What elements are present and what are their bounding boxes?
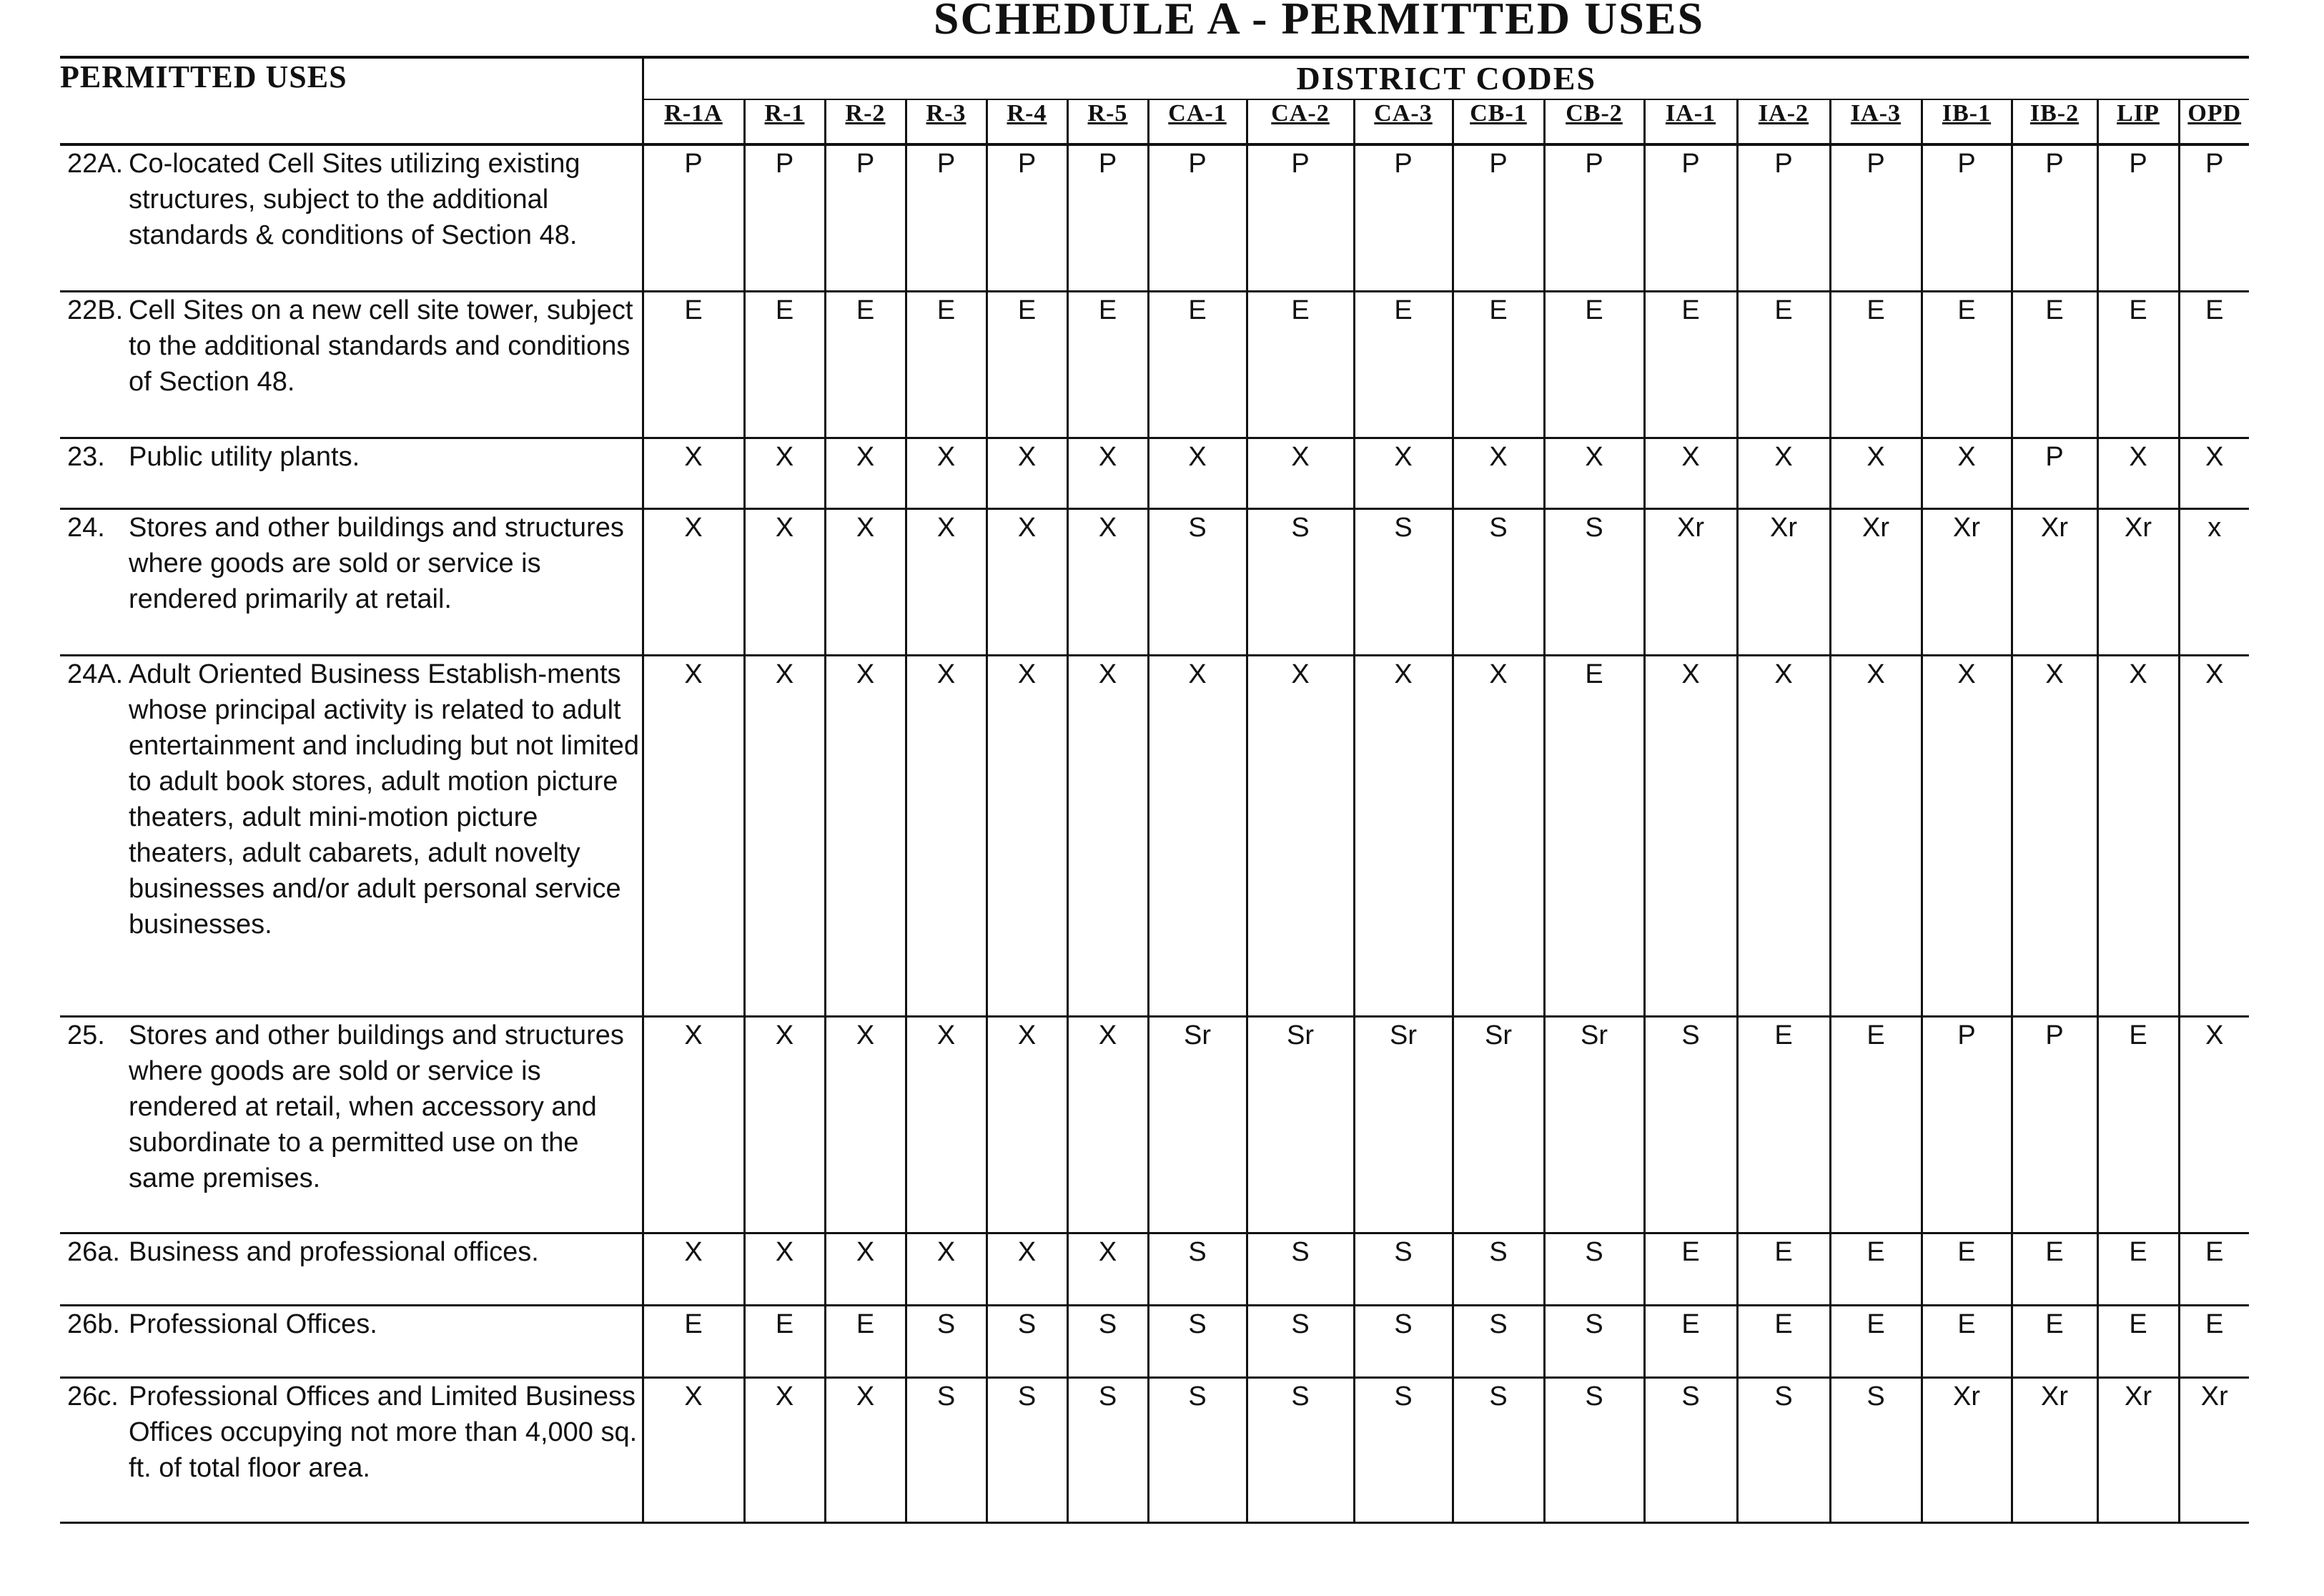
district-code: CB-2 (1544, 99, 1644, 144)
district-value-cell: E (2097, 1233, 2179, 1306)
use-description: Public utility plants. (129, 442, 360, 472)
district-value-cell: P (2012, 144, 2097, 292)
table-row (60, 1233, 2249, 1306)
table-row (60, 438, 2249, 509)
district-value-cell: x (2179, 509, 2249, 656)
district-value-cell: Xr (2012, 1378, 2097, 1523)
district-value-cell: E (1830, 1017, 1922, 1233)
district-value-cell: X (2012, 656, 2097, 1017)
district-value-cell: E (2012, 1306, 2097, 1378)
district-value-cell: Xr (1830, 509, 1922, 656)
district-value-cell: E (643, 1306, 744, 1378)
district-value-cell: X (744, 438, 825, 509)
district-value-cell: E (1737, 1233, 1830, 1306)
district-value-cell: S (1067, 1378, 1148, 1523)
district-value-cell: X (825, 509, 906, 656)
district-value-cell: X (2179, 656, 2249, 1017)
district-value-cell: X (744, 1233, 825, 1306)
district-value-cell: X (643, 509, 744, 656)
district-value-cell: E (825, 1306, 906, 1378)
district-value-cell: S (1247, 1378, 1354, 1523)
use-number: 26c. (67, 1381, 119, 1412)
district-value-cell: E (1544, 656, 1644, 1017)
district-code: OPD (2179, 99, 2249, 144)
district-value-cell: S (1354, 509, 1453, 656)
use-description: Co-located Cell Sites utilizing existing structures, subject to the additional standards & conditions of Section 48. (129, 149, 580, 250)
permitted-use-cell (60, 144, 643, 292)
district-value-cell: X (825, 1017, 906, 1233)
district-value-cell: E (1922, 292, 2012, 438)
use-number: 26b. (67, 1309, 120, 1339)
district-value-cell: X (2097, 438, 2179, 509)
permitted-use-cell (60, 438, 643, 509)
district-value-cell: X (1453, 438, 1544, 509)
district-value-cell: X (643, 438, 744, 509)
district-value-cell: X (643, 1378, 744, 1523)
district-value-cell: P (744, 144, 825, 292)
district-value-cell: X (825, 656, 906, 1017)
district-value-cell: Xr (1922, 509, 2012, 656)
district-value-cell: P (1922, 144, 2012, 292)
district-value-cell: S (1544, 509, 1644, 656)
district-value-cell: S (987, 1306, 1067, 1378)
use-description: Professional Offices. (129, 1309, 377, 1339)
district-value-cell: P (2012, 1017, 2097, 1233)
use-description: Stores and other buildings and structures where goods are sold or service is rendered at retail, when accessory and subordinate to a permitted use on the same premises. (129, 1020, 624, 1193)
district-value-cell: P (643, 144, 744, 292)
district-value-cell: X (987, 1233, 1067, 1306)
district-value-cell: E (2097, 292, 2179, 438)
district-value-cell: S (1453, 1306, 1544, 1378)
table-row (60, 509, 2249, 656)
district-value-cell: X (2179, 438, 2249, 509)
permitted-use-cell (60, 656, 643, 1017)
district-value-cell: X (1067, 656, 1148, 1017)
district-value-cell: E (1922, 1306, 2012, 1378)
district-value-cell: Xr (1644, 509, 1737, 656)
page-title: SCHEDULE A - PERMITTED USES (933, 0, 1705, 44)
district-value-cell: P (1148, 144, 1247, 292)
district-value-cell: Xr (1922, 1378, 2012, 1523)
district-value-cell: Sr (1544, 1017, 1644, 1233)
use-number: 22A. (67, 149, 124, 179)
district-code: IA-1 (1644, 99, 1737, 144)
district-value-cell: E (1830, 1306, 1922, 1378)
district-code: IB-2 (2012, 99, 2097, 144)
district-value-cell: X (1354, 656, 1453, 1017)
district-value-cell: S (1544, 1306, 1644, 1378)
use-description: Business and professional offices. (129, 1237, 539, 1267)
use-number: 26a. (67, 1237, 120, 1267)
district-value-cell: X (1830, 438, 1922, 509)
permitted-use-cell (60, 1017, 643, 1233)
district-code: CA-3 (1354, 99, 1453, 144)
table-row (60, 656, 2249, 1017)
district-value-cell: E (1067, 292, 1148, 438)
district-value-cell: X (1247, 656, 1354, 1017)
district-code: R-2 (825, 99, 906, 144)
district-value-cell: S (1247, 1233, 1354, 1306)
district-value-cell: Sr (1247, 1017, 1354, 1233)
district-value-cell: X (1644, 656, 1737, 1017)
district-value-cell: X (744, 656, 825, 1017)
district-value-cell: X (643, 656, 744, 1017)
use-number: 23. (67, 442, 105, 472)
district-value-cell: S (906, 1378, 987, 1523)
district-value-cell: S (1737, 1378, 1830, 1523)
district-value-cell: X (987, 1017, 1067, 1233)
district-code: LIP (2097, 99, 2179, 144)
district-value-cell: S (1830, 1378, 1922, 1523)
district-value-cell: X (1354, 438, 1453, 509)
district-value-cell: X (906, 1233, 987, 1306)
district-value-cell: E (744, 1306, 825, 1378)
district-value-cell: E (1830, 1233, 1922, 1306)
district-value-cell: E (1247, 292, 1354, 438)
use-description: Cell Sites on a new cell site tower, subject to the additional standards and conditions of Section 48. (129, 295, 633, 397)
district-value-cell: P (1737, 144, 1830, 292)
district-value-cell: S (1644, 1378, 1737, 1523)
table-row (60, 1017, 2249, 1233)
district-value-cell: S (1247, 1306, 1354, 1378)
district-value-cell: X (1922, 438, 2012, 509)
district-value-cell: S (1148, 509, 1247, 656)
district-value-cell: E (744, 292, 825, 438)
use-description: Professional Offices and Limited Business Offices occupying not more than 4,000 sq. ft. of total floor area. (129, 1381, 638, 1483)
district-value-cell: X (643, 1233, 744, 1306)
district-value-cell: X (987, 509, 1067, 656)
district-value-cell: S (1148, 1378, 1247, 1523)
district-value-cell: X (2097, 656, 2179, 1017)
district-value-cell: P (825, 144, 906, 292)
district-value-cell: E (906, 292, 987, 438)
district-value-cell: E (2012, 1233, 2097, 1306)
district-value-cell: S (1354, 1306, 1453, 1378)
district-code: R-3 (906, 99, 987, 144)
district-value-cell: X (2179, 1017, 2249, 1233)
district-value-cell: X (1148, 656, 1247, 1017)
use-number: 24A. (67, 659, 124, 689)
district-value-cell: X (744, 1017, 825, 1233)
district-value-cell: P (1247, 144, 1354, 292)
district-value-cell: S (1067, 1306, 1148, 1378)
district-value-cell: S (1247, 509, 1354, 656)
district-value-cell: E (1148, 292, 1247, 438)
district-value-cell: S (1148, 1306, 1247, 1378)
district-code: R-4 (987, 99, 1067, 144)
permitted-use-cell (60, 292, 643, 438)
district-value-cell: E (1737, 292, 1830, 438)
district-value-cell: S (987, 1378, 1067, 1523)
district-value-cell: S (1453, 509, 1544, 656)
district-value-cell: S (906, 1306, 987, 1378)
district-value-cell: S (1148, 1233, 1247, 1306)
district-value-cell: E (2097, 1017, 2179, 1233)
district-value-cell: E (1644, 1233, 1737, 1306)
district-value-cell: E (1354, 292, 1453, 438)
district-value-cell: P (1544, 144, 1644, 292)
district-value-cell: P (1830, 144, 1922, 292)
district-value-cell: E (1453, 292, 1544, 438)
district-value-cell: X (1453, 656, 1544, 1017)
district-value-cell: S (1453, 1233, 1544, 1306)
district-value-cell: E (2097, 1306, 2179, 1378)
district-value-cell: S (1544, 1233, 1644, 1306)
use-description: Adult Oriented Business Establish-ments whose principal activity is related to adult entertainment and including but not limited to adult book stores, adult motion picture theaters, adult mini-motion picture theaters, adult cabarets, adult novelty businesses and/or adult personal service businesses. (129, 659, 640, 940)
district-value-cell: Xr (2097, 509, 2179, 656)
district-value-cell: E (1737, 1017, 1830, 1233)
district-value-cell: S (1354, 1233, 1453, 1306)
district-code: CB-1 (1453, 99, 1544, 144)
district-value-cell: E (1922, 1233, 2012, 1306)
permitted-uses-table (60, 56, 2249, 1524)
district-value-cell: Sr (1453, 1017, 1544, 1233)
district-value-cell: X (1067, 438, 1148, 509)
use-number: 24. (67, 513, 105, 543)
district-value-cell: S (1544, 1378, 1644, 1523)
district-value-cell: E (1644, 1306, 1737, 1378)
district-code: R-1A (643, 99, 744, 144)
district-value-cell: E (1830, 292, 1922, 438)
district-value-cell: X (987, 438, 1067, 509)
district-value-cell: E (1644, 292, 1737, 438)
district-code: IA-2 (1737, 99, 1830, 144)
district-value-cell: X (1067, 1233, 1148, 1306)
district-value-cell: P (2012, 438, 2097, 509)
district-code: R-5 (1067, 99, 1148, 144)
permitted-use-cell (60, 1378, 643, 1523)
district-code: IB-1 (1922, 99, 2012, 144)
district-value-cell: E (2179, 1233, 2249, 1306)
district-value-cell: X (825, 1378, 906, 1523)
district-value-cell: P (1644, 144, 1737, 292)
district-value-cell: P (1067, 144, 1148, 292)
district-value-cell: S (1354, 1378, 1453, 1523)
district-value-cell: Xr (2097, 1378, 2179, 1523)
table-row (60, 1378, 2249, 1523)
district-value-cell: X (1644, 438, 1737, 509)
district-value-cell: X (1544, 438, 1644, 509)
district-value-cell: Sr (1148, 1017, 1247, 1233)
district-value-cell: S (1453, 1378, 1544, 1523)
district-value-cell: X (906, 656, 987, 1017)
district-value-cell: Xr (2012, 509, 2097, 656)
district-value-cell: Sr (1354, 1017, 1453, 1233)
district-value-cell: P (1453, 144, 1544, 292)
district-value-cell: X (825, 1233, 906, 1306)
district-value-cell: P (2179, 144, 2249, 292)
district-value-cell: X (906, 438, 987, 509)
permitted-use-cell (60, 1306, 643, 1378)
use-number: 25. (67, 1020, 105, 1050)
permitted-use-cell (60, 1233, 643, 1306)
district-codes-header: DISTRICT CODES (643, 57, 2249, 99)
district-value-cell: X (1067, 1017, 1148, 1233)
table-row (60, 144, 2249, 292)
district-value-cell: X (643, 1017, 744, 1233)
district-value-cell: Xr (1737, 509, 1830, 656)
district-value-cell: S (1644, 1017, 1737, 1233)
district-value-cell: E (825, 292, 906, 438)
district-value-cell: X (1922, 656, 2012, 1017)
district-value-cell: X (1737, 438, 1830, 509)
district-value-cell: X (1247, 438, 1354, 509)
use-number: 22B. (67, 295, 124, 325)
district-value-cell: E (2179, 292, 2249, 438)
district-value-cell: E (1737, 1306, 1830, 1378)
district-value-cell: E (2012, 292, 2097, 438)
district-value-cell: X (906, 1017, 987, 1233)
table-row (60, 1306, 2249, 1378)
district-value-cell: X (825, 438, 906, 509)
district-value-cell: X (1830, 656, 1922, 1017)
use-description: Stores and other buildings and structures where goods are sold or service is rendered primarily at retail. (129, 513, 624, 614)
district-code: IA-3 (1830, 99, 1922, 144)
district-value-cell: P (2097, 144, 2179, 292)
permitted-use-cell (60, 509, 643, 656)
district-code: CA-2 (1247, 99, 1354, 144)
district-value-cell: X (987, 656, 1067, 1017)
district-value-cell: P (1354, 144, 1453, 292)
district-value-cell: E (2179, 1306, 2249, 1378)
table-body (60, 144, 2249, 1523)
district-value-cell: X (744, 1378, 825, 1523)
district-value-cell: P (987, 144, 1067, 292)
district-code: CA-1 (1148, 99, 1247, 144)
district-value-cell: Xr (2179, 1378, 2249, 1523)
district-value-cell: X (1148, 438, 1247, 509)
district-value-cell: X (1067, 509, 1148, 656)
permitted-uses-header: PERMITTED USES (60, 57, 643, 144)
district-value-cell: E (987, 292, 1067, 438)
district-value-cell: P (1922, 1017, 2012, 1233)
district-value-cell: X (1737, 656, 1830, 1017)
district-value-cell: X (906, 509, 987, 656)
district-value-cell: X (744, 509, 825, 656)
district-code: R-1 (744, 99, 825, 144)
district-value-cell: E (643, 292, 744, 438)
district-value-cell: P (906, 144, 987, 292)
table-row (60, 292, 2249, 438)
district-value-cell: E (1544, 292, 1644, 438)
